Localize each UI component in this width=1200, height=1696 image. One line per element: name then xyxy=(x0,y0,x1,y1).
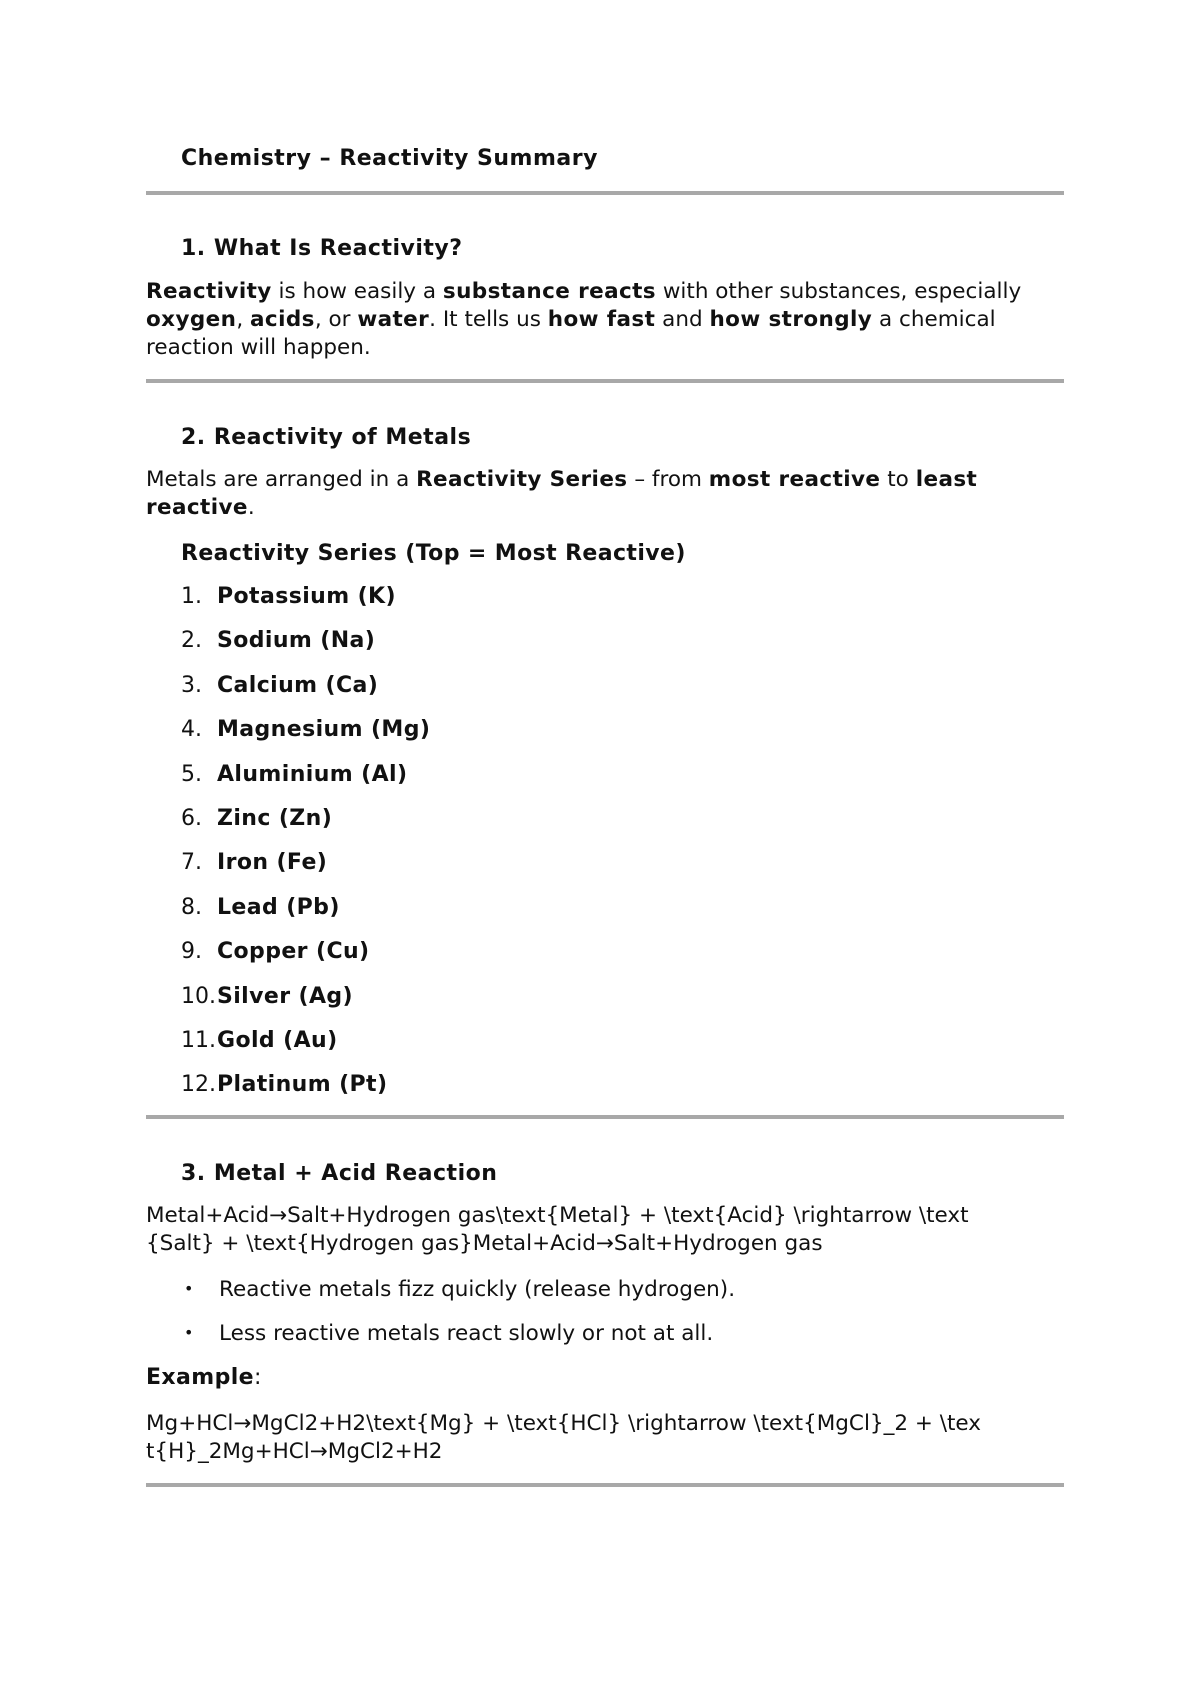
metal-name: Magnesium (Mg) xyxy=(217,717,431,743)
term-substance-reacts: substance reacts xyxy=(442,279,656,304)
text-fragment: to xyxy=(880,467,916,492)
text-fragment: – from xyxy=(627,467,709,492)
bullet-text: Reactive metals fizz quickly (release hydrogen). xyxy=(219,1277,736,1302)
text-fragment: , xyxy=(236,307,251,332)
text-fragment: . It tells us xyxy=(429,307,548,332)
term-most-reactive: most reactive xyxy=(708,467,881,492)
metal-name: Potassium (K) xyxy=(217,584,396,609)
list-item xyxy=(181,1320,735,1364)
list-number: 7. xyxy=(181,850,202,876)
reactivity-series-list xyxy=(181,583,430,1116)
text-fragment: , or xyxy=(314,307,358,332)
divider xyxy=(146,1115,1064,1119)
list-item xyxy=(181,1276,735,1320)
list-number: 4. xyxy=(181,717,202,743)
divider xyxy=(146,379,1064,383)
divider xyxy=(146,1483,1064,1487)
text-fragment: . xyxy=(247,495,255,520)
section-2-paragraph xyxy=(146,466,1064,522)
term-reactivity: Reactivity xyxy=(146,279,272,304)
term-how-strongly: how strongly xyxy=(709,307,873,332)
text-fragment: and xyxy=(655,307,710,332)
term-water: water xyxy=(357,307,430,332)
metal-name: Zinc (Zn) xyxy=(217,805,333,831)
list-item xyxy=(181,938,430,982)
term-oxygen: oxygen xyxy=(146,307,237,332)
term-acids: acids xyxy=(250,307,315,332)
reactivity-series-heading: Reactivity Series (Top = Most Reactive) xyxy=(181,541,686,566)
section-2-heading: 2. Reactivity of Metals xyxy=(181,425,472,450)
bullet-text: Less reactive metals react slowly or not at all. xyxy=(219,1321,714,1346)
list-item xyxy=(181,805,430,849)
reaction-notes-list xyxy=(181,1276,735,1364)
divider xyxy=(146,191,1064,195)
term-how-fast: how fast xyxy=(547,307,656,332)
document-title: Chemistry – Reactivity Summary xyxy=(181,146,598,171)
metal-name: Aluminium (Al) xyxy=(217,761,408,787)
text-fragment: a chemical reaction will happen. xyxy=(146,307,996,360)
section-1-paragraph xyxy=(146,278,1064,362)
metal-name: Copper (Cu) xyxy=(217,939,370,965)
reaction-equation: Metal+Acid→Salt+Hydrogen gas\text{Metal} + \text{Acid} \rightarrow \text{Salt} + \text{Hydrogen gas}Metal+Acid→Salt+Hydrogen gas xyxy=(146,1203,969,1256)
metal-name: Lead (Pb) xyxy=(217,894,340,920)
section-1-heading: 1. What Is Reactivity? xyxy=(181,236,463,261)
list-item xyxy=(181,627,430,671)
metal-name: Calcium (Ca) xyxy=(217,672,379,698)
term-least-reactive: least reactive xyxy=(146,467,978,520)
section-3-heading: 3. Metal + Acid Reaction xyxy=(181,1161,498,1186)
list-item xyxy=(181,672,430,716)
list-item xyxy=(181,894,430,938)
list-item xyxy=(181,1071,430,1115)
text-fragment: Metals are arranged in a xyxy=(146,467,417,492)
example-label xyxy=(146,1364,261,1392)
bullet-icon: • xyxy=(184,1279,194,1298)
example-equation: Mg+HCl→MgCl2+H2\text{Mg} + \text{HCl} \rightarrow \text{MgCl}_2 + \text{H}_2Mg+HCl→MgCl2+H2 xyxy=(146,1411,981,1464)
list-number: 1. xyxy=(181,584,202,609)
metal-name: Iron (Fe) xyxy=(217,850,328,876)
list-number: 12. xyxy=(181,1072,216,1098)
list-number: 3. xyxy=(181,672,202,698)
metal-name: Sodium (Na) xyxy=(217,628,376,654)
list-item xyxy=(181,1027,430,1071)
term-reactivity-series: Reactivity Series xyxy=(416,467,628,492)
bullet-icon: • xyxy=(184,1323,194,1342)
list-item xyxy=(181,583,430,627)
list-item xyxy=(181,761,430,805)
list-item xyxy=(181,716,430,760)
text-fragment: is how easily a xyxy=(271,279,443,304)
list-number: 8. xyxy=(181,894,202,920)
example-label-text: Example xyxy=(146,1365,254,1390)
list-number: 2. xyxy=(181,628,202,654)
metal-name: Gold (Au) xyxy=(217,1027,338,1053)
list-number: 5. xyxy=(181,761,202,787)
list-number: 6. xyxy=(181,805,202,831)
list-number: 9. xyxy=(181,939,202,965)
list-number: 11. xyxy=(181,1027,216,1053)
example-colon: : xyxy=(254,1365,262,1390)
metal-name: Platinum (Pt) xyxy=(217,1072,388,1098)
metal-name: Silver (Ag) xyxy=(217,983,353,1009)
list-item xyxy=(181,849,430,893)
list-number: 10. xyxy=(181,983,216,1009)
text-fragment: with other substances, especially xyxy=(656,279,1022,304)
list-item xyxy=(181,983,430,1027)
